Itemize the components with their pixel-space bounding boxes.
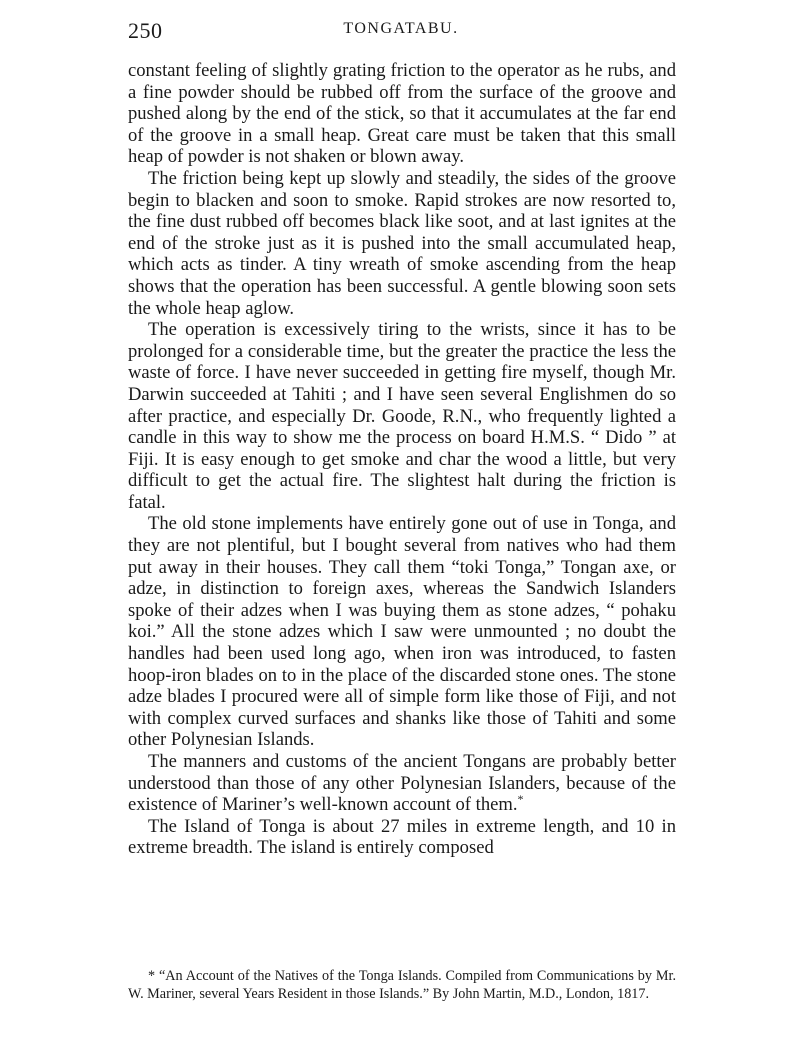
running-title: TONGATABU.	[343, 20, 459, 37]
page-header	[128, 16, 674, 46]
paragraph-manners-customs	[128, 751, 676, 816]
paragraph-continued: constant feeling of slightly grating friction to the operator as he rubs, and a fine powder should be rubbed off from the surface of the groove and pushed along by the end of the stick, so that it accumulates at the far end of the groove in a small heap. Great care must be taken that this small heap of powder is not shaken or blown away.	[128, 60, 676, 168]
body-text	[128, 60, 676, 859]
paragraph-island-size: The Island of Tonga is about 27 miles in extreme length, and 10 in extreme breadth. The island is entirely composed	[128, 815, 676, 859]
footnote	[128, 968, 676, 1003]
footnote-text: * “An Account of the Natives of the Tonga Islands. Compiled from Communications by Mr. W. Mariner, several Years Resident in those Islands.” By John Martin, M.D., London, 1817.	[128, 968, 676, 1002]
paragraph-operation: The operation is excessively tiring to the wrists, since it has to be prolonged for a considerable time, but the greater the practice the less the waste of force. I have never succeeded in getting fire myself, though Mr. Darwin succeeded at Tahiti ; and I have seen several Englishmen do so after practice, and especially Dr. Goode, R.N., who frequently lighted a candle in this way to show me the process on board H.M.S. “ Dido ” at Fiji. It is easy enough to get smoke and char the wood a little, but very difficult to get the actual fire. The slightest halt during the friction is fatal.	[128, 319, 676, 513]
footnote-reference: *	[517, 792, 524, 806]
paragraph-friction: The friction being kept up slowly and steadily, the sides of the groove begin to blacken and soon to smoke. Rapid strokes are now resorted to, the fine dust rubbed off becomes black like soot, and at last ignites at the end of the stroke just as it is pushed into the small accumulated heap, which acts as tinder. A tiny wreath of smoke ascending from the heap shows that the operation has been successful. A gentle blowing soon sets the whole heap aglow.	[128, 167, 676, 319]
paragraph-stone-implements: The old stone implements have entirely gone out of use in Tonga, and they are not plentiful, but I bought several from natives who had them put away in their houses. They call them “toki Tonga,” Tongan axe, or adze, in distinction to foreign axes, whereas the Sandwich Islanders spoke of their adzes when I was buying them as stone adzes, “ pohaku koi.” All the stone adzes which I saw were unmounted ; no doubt the handles had been used long ago, when iron was introduced, to fasten hoop-iron blades on to in the place of the discarded stone ones. The stone adze blades I procured were all of simple form like those of Fiji, and not with complex curved surfaces and shanks like those of Tahiti and some other Polynesian Islands.	[128, 513, 676, 751]
paragraph-manners-text: The manners and customs of the ancient Tongans are probably better understood than those of any other Polynesian Islanders, because of the existence of Mariner’s well-known account of them.	[128, 751, 676, 816]
page-number: 250	[128, 18, 163, 43]
